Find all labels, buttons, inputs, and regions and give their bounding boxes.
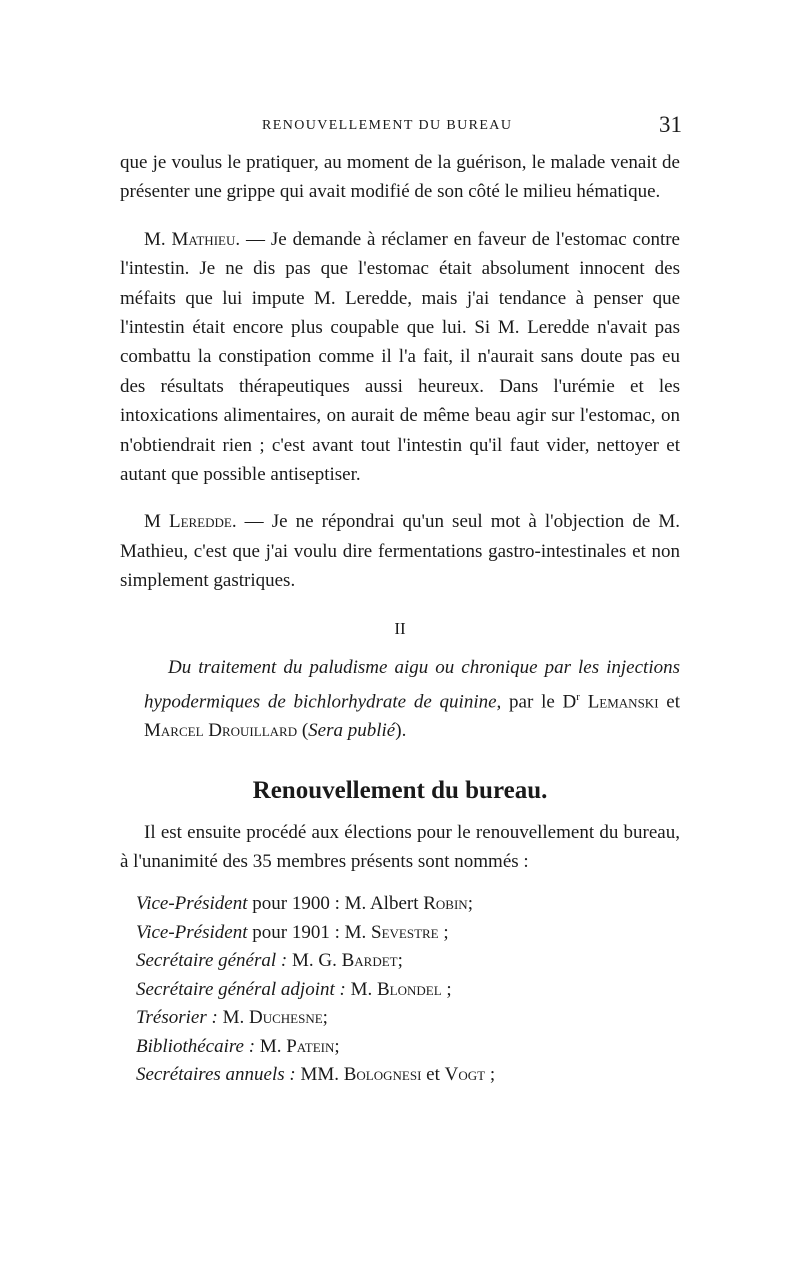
par-le: par le D [501, 690, 577, 712]
officer-detail: pour 1900 : M. Albert [247, 893, 424, 915]
officer-role: Secrétaire général adjoint : [136, 978, 346, 1000]
officer-name: Duchesne [248, 1007, 323, 1029]
officer-conjunction: et [421, 1064, 445, 1086]
doctor-superscript: r [576, 690, 580, 703]
communication-entry [120, 653, 680, 746]
officer-name: Blondel [376, 978, 442, 1000]
officer-role: Bibliothécaire : [136, 1035, 256, 1057]
election-intro: Il est ensuite procédé aux élections pour le renouvellement du bureau, à l'unanimité des 35 membres présents sont nommés : [120, 821, 680, 873]
running-title: RENOUVELLEMENT DU BUREAU [262, 118, 513, 133]
officers-list [120, 890, 680, 1090]
officer-role: Secrétaires annuels : [136, 1064, 296, 1086]
officer-end: ; [441, 978, 452, 1000]
officer-detail: M. [255, 1035, 287, 1057]
officer-role: Trésorier : [136, 1007, 218, 1029]
close-paren: ). [395, 720, 407, 742]
continued-paragraph: que je voulus le pratiquer, au moment de la guérison, le malade venait de présenter une grippe qui avait modifié de son côté le milieu hématique. [120, 152, 680, 203]
section-numeral: II [394, 618, 406, 638]
officer-entry [136, 1004, 680, 1033]
speaker-mathieu: M. Mathieu. [144, 228, 241, 250]
officer-detail: MM. [295, 1064, 344, 1086]
author-drouillard: Marcel Drouillard [144, 720, 298, 742]
conjunction-et: et [658, 690, 680, 712]
officer-end: ; [397, 950, 403, 972]
officer-role: Secrétaire général : [136, 950, 288, 972]
page-number: 31 [659, 112, 682, 137]
officer-name: Robin [423, 893, 468, 915]
officer-end: ; [334, 1035, 340, 1057]
officer-entry [136, 1061, 680, 1090]
author-lemanski: Lemanski [579, 690, 659, 712]
officer-end: ; [485, 1064, 496, 1086]
officer-name: Vogt [444, 1064, 486, 1086]
officer-detail: M. [345, 978, 377, 1000]
officer-end: ; [438, 921, 449, 943]
officer-entry [136, 890, 680, 919]
officer-detail: M. G. [287, 950, 342, 972]
page-body [120, 148, 680, 1090]
paragraph-leredde [120, 507, 680, 595]
officer-role: Vice-Président [136, 921, 248, 943]
officer-name: Bardet [341, 950, 398, 972]
officer-detail: pour 1901 : M. [247, 921, 371, 943]
leredde-text: — Je ne répondrai qu'un seul mot à l'objection de M. Mathieu, c'est que j'ai voulu dire fermentations gastro-intestinales et non simplement gastriques. [120, 511, 681, 592]
open-paren: ( [297, 720, 309, 742]
page-header [120, 112, 682, 142]
officer-end: ; [467, 893, 473, 915]
speaker-leredde: M Leredde. [144, 511, 237, 533]
officer-detail: M. [217, 1007, 249, 1029]
mathieu-text: — Je demande à réclamer en faveur de l'estomac contre l'intestin. Je ne dis pas que l'estomac était absolument innocent des méfaits que lui impute M. Leredde, mais j'ai tendance à penser que l'intestin était encore plus coupable que lui. Si M. Leredde n'avait pas combattu la constipation comme il l'a fait, il n'aurait sans doute pas eu des résultats thérapeutiques aussi heureux. Dans l'urémie et les intoxications alimentaires, on aurait de même beau agir sur l'estomac, on n'obtiendrait rien ; c'est avant tout l'intestin qu'il faut vider, nettoyer et autant que possible antiseptiser. [120, 228, 680, 486]
officer-entry [136, 919, 680, 948]
officer-entry [136, 976, 680, 1005]
officer-end: ; [322, 1007, 328, 1029]
officer-entry [136, 947, 680, 976]
officer-role: Vice-Président [136, 893, 248, 915]
officer-name: Sevestre [371, 921, 439, 943]
communication-title: Du traitement du paludisme aigu ou chronique par les injections hypodermiques de bichlorhydrate de quinine, [144, 657, 680, 712]
section-title: Renouvellement du bureau. [252, 776, 548, 804]
publication-status: Sera publié [308, 720, 396, 742]
officer-entry [136, 1033, 680, 1062]
officer-name: Bolognesi [343, 1064, 422, 1086]
officer-name: Patein [286, 1035, 335, 1057]
paragraph-mathieu [120, 225, 680, 490]
